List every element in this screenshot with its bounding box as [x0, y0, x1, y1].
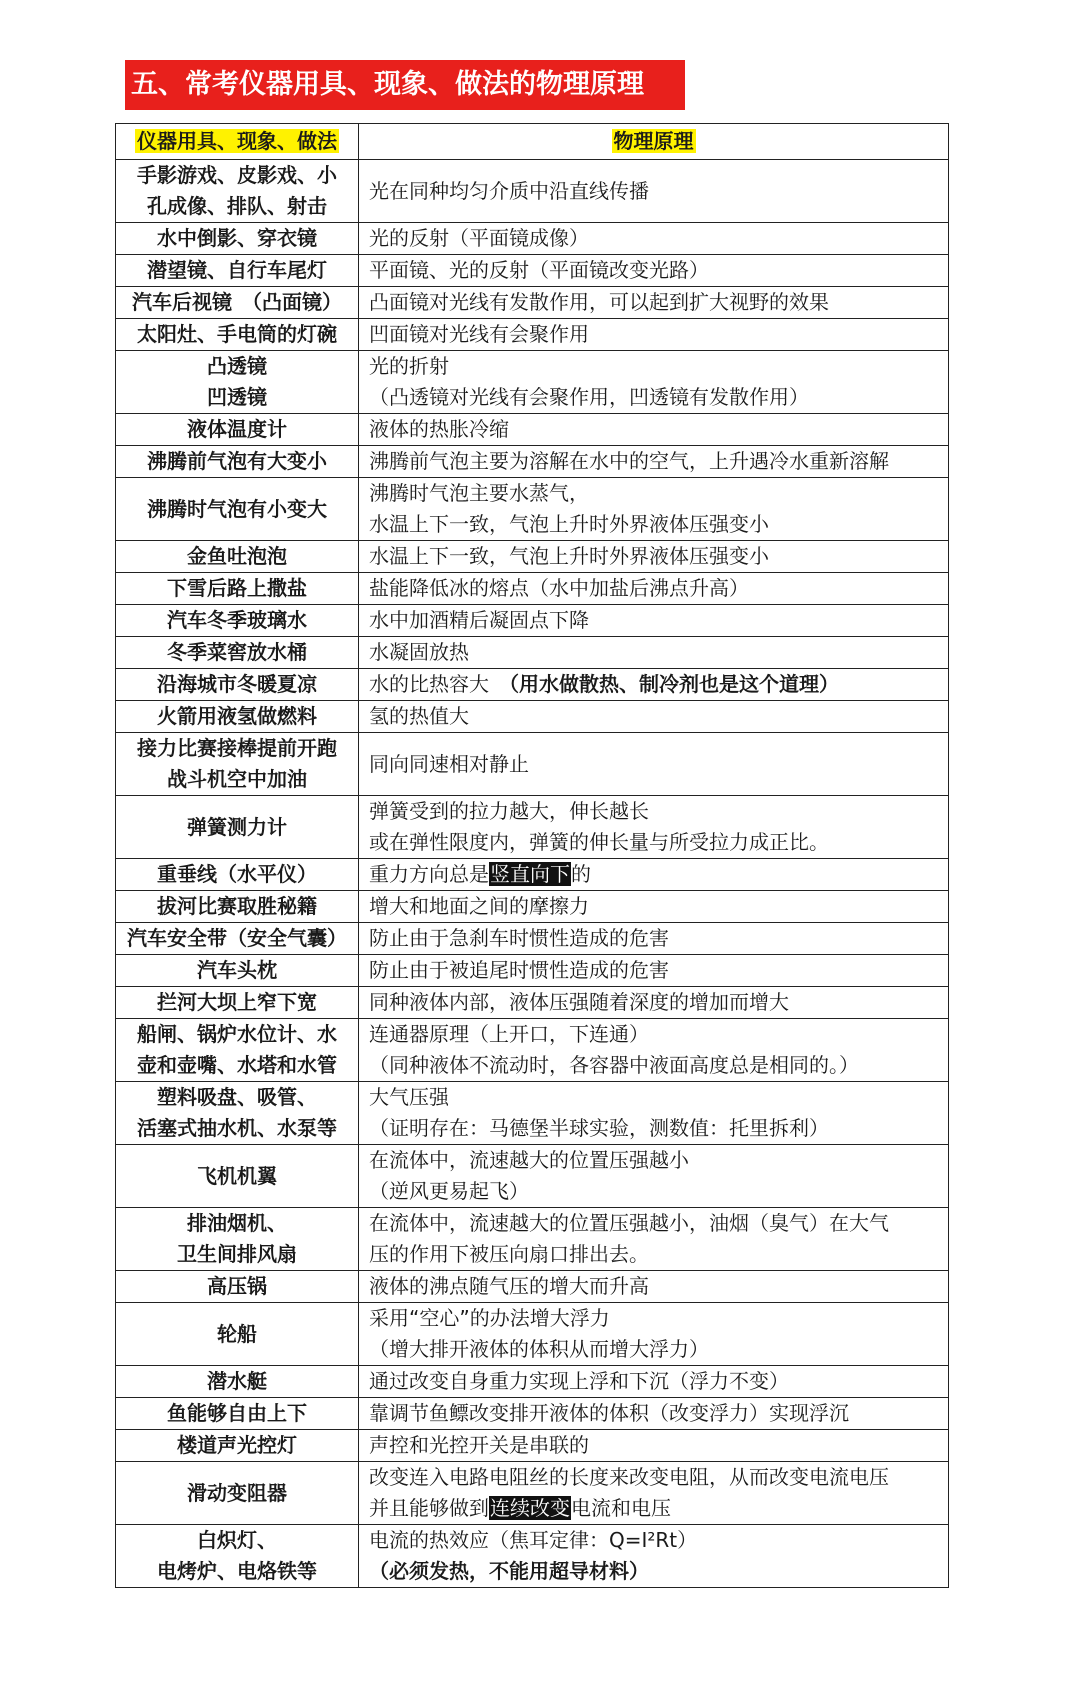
row-principle: [359, 669, 949, 701]
row-principle-line: 同种液体内部，液体压强随着深度的增加而增大: [369, 990, 789, 1014]
row-item: [116, 923, 359, 955]
table-row: [116, 160, 949, 223]
row-item: [116, 255, 359, 287]
table-row: [116, 319, 949, 351]
row-item: [116, 1208, 359, 1271]
row-item-line: 沸腾前气泡有大变小: [147, 449, 327, 473]
row-principle: [359, 223, 949, 255]
row-principle-line: 弹簧受到的拉力越大，伸长越长: [369, 799, 649, 823]
row-principle: [359, 1398, 949, 1430]
row-principle-line: 光在同种均匀介质中沿直线传播: [369, 178, 649, 203]
row-principle-line: 液体的热胀冷缩: [369, 417, 509, 441]
row-principle-line: 水温上下一致，气泡上升时外界液体压强变小: [369, 544, 769, 568]
principle-text: 电流的热效应（焦耳定律：Q=I²Rt）: [369, 1528, 698, 1552]
row-principle-line: 光的反射（平面镜成像）: [369, 226, 589, 250]
row-principle: [359, 859, 949, 891]
table-row: [116, 351, 949, 414]
row-item-line: 拦河大坝上窄下宽: [157, 990, 317, 1014]
table-row: [116, 223, 949, 255]
row-item-line: 活塞式抽水机、水泵等: [137, 1116, 337, 1140]
row-principle: [359, 1271, 949, 1303]
row-item-line: 塑料吸盘、吸管、: [157, 1085, 317, 1109]
row-principle-line: 靠调节鱼鳔改变排开液体的体积（改变浮力）实现浮沉: [369, 1401, 849, 1425]
row-principle: [359, 287, 949, 319]
table-row: [116, 1430, 949, 1462]
row-item-line: 潜水艇: [207, 1369, 267, 1393]
row-principle-line: [369, 1556, 938, 1587]
row-principle-line: 在流体中，流速越大的位置压强越小: [369, 1148, 689, 1172]
row-principle: [359, 987, 949, 1019]
row-principle-line: 液体的沸点随气压的增大而升高: [369, 1274, 649, 1298]
row-item-line: 排油烟机、: [187, 1211, 287, 1235]
row-principle-line: 同向同速相对静止: [369, 751, 529, 776]
table-row: [116, 605, 949, 637]
row-principle: [359, 701, 949, 733]
row-item-line: 弹簧测力计: [187, 814, 287, 839]
row-item-line: 下雪后路上撒盐: [167, 576, 307, 600]
physics-principles-table: [115, 123, 949, 1588]
row-principle: [359, 351, 949, 414]
highlighted-text: 连续改变: [490, 1496, 570, 1520]
table-row: [116, 859, 949, 891]
row-item-line: 太阳灶、手电筒的灯碗: [137, 322, 337, 346]
row-item: [116, 223, 359, 255]
row-principle: [359, 1082, 949, 1145]
table-row: [116, 796, 949, 859]
row-principle-line: （同种液体不流动时，各容器中液面高度总是相同的。）: [369, 1053, 859, 1077]
table-row: [116, 1462, 949, 1525]
table-row: [116, 733, 949, 796]
highlighted-text: 竖直向下: [490, 862, 570, 886]
row-item-line: 汽车冬季玻璃水: [167, 608, 307, 632]
row-item: [116, 1271, 359, 1303]
row-principle-line: [369, 1525, 938, 1556]
principle-text: 重力方向总是: [369, 862, 489, 886]
row-item-line: 汽车头枕: [197, 958, 277, 982]
table-row: [116, 955, 949, 987]
row-item: [116, 1145, 359, 1208]
row-item: [116, 669, 359, 701]
row-principle-line: 水温上下一致，气泡上升时外界液体压强变小: [369, 512, 769, 536]
row-item-line: 轮船: [217, 1321, 257, 1346]
row-item-line: 卫生间排风扇: [177, 1242, 297, 1266]
row-item: [116, 1398, 359, 1430]
row-principle: [359, 1303, 949, 1366]
row-item: [116, 160, 359, 223]
row-item-line: 水中倒影、穿衣镜: [157, 226, 317, 250]
row-item-line: 楼道声光控灯: [177, 1433, 297, 1457]
row-item: [116, 859, 359, 891]
row-principle: [359, 923, 949, 955]
page-title: 五、常考仪器用具、现象、做法的物理原理: [125, 60, 685, 110]
table-row: [116, 1366, 949, 1398]
row-item-line: 金鱼吐泡泡: [187, 544, 287, 568]
table-row: [116, 414, 949, 446]
table-row: [116, 1019, 949, 1082]
row-item: [116, 955, 359, 987]
row-principle-line: 采用“空心”的办法增大浮力: [369, 1306, 610, 1330]
table-row: [116, 541, 949, 573]
table-row: [116, 478, 949, 541]
principle-text: 并且能够做到: [369, 1496, 489, 1520]
row-item-line: 凸透镜: [207, 354, 267, 378]
row-principle-line: （证明存在：马德堡半球实验，测数值：托里拆利）: [369, 1116, 829, 1140]
row-item-line: 飞机机翼: [197, 1163, 277, 1188]
table-row: [116, 255, 949, 287]
row-principle-line: 防止由于急刹车时惯性造成的危害: [369, 926, 669, 950]
row-item-line: 冬季菜窖放水桶: [167, 640, 307, 664]
row-principle-line: 增大和地面之间的摩擦力: [369, 894, 589, 918]
row-principle-line: 沸腾时气泡主要水蒸气，: [369, 481, 589, 505]
row-item-line: 沿海城市冬暖夏凉: [157, 672, 317, 696]
row-item: [116, 987, 359, 1019]
row-principle-line: 通过改变自身重力实现上浮和下沉（浮力不变）: [369, 1369, 789, 1393]
row-principle: [359, 160, 949, 223]
row-principle-line: 沸腾前气泡主要为溶解在水中的空气，上升遇冷水重新溶解: [369, 449, 889, 473]
row-principle-line: [369, 1493, 938, 1524]
row-item: [116, 1430, 359, 1462]
row-item: [116, 573, 359, 605]
row-principle-line: [369, 1462, 938, 1493]
row-principle: [359, 255, 949, 287]
table-row: [116, 923, 949, 955]
table-row: [116, 637, 949, 669]
row-principle-line: 氢的热值大: [369, 704, 469, 728]
row-item: [116, 1462, 359, 1525]
table-row: [116, 1525, 949, 1588]
table-row: [116, 446, 949, 478]
table-row: [116, 573, 949, 605]
row-principle: [359, 1366, 949, 1398]
row-item: [116, 1082, 359, 1145]
row-principle: [359, 637, 949, 669]
table-row: [116, 287, 949, 319]
row-principle-line: 平面镜、光的反射（平面镜改变光路）: [369, 258, 709, 282]
row-principle-line: 连通器原理（上开口，下连通）: [369, 1022, 649, 1046]
row-principle: [359, 319, 949, 351]
row-item-line: 沸腾时气泡有小变大: [147, 496, 327, 521]
row-principle-line: 盐能降低冰的熔点（水中加盐后沸点升高）: [369, 576, 749, 600]
table-row: [116, 1271, 949, 1303]
row-item-line: 拔河比赛取胜秘籍: [157, 894, 317, 918]
row-item: [116, 351, 359, 414]
table-row: [116, 987, 949, 1019]
row-principle: [359, 955, 949, 987]
table-row: [116, 891, 949, 923]
row-principle-line: 在流体中，流速越大的位置压强越小，油烟（臭气）在大气: [369, 1211, 889, 1235]
row-principle-line: 大气压强: [369, 1085, 449, 1109]
bold-note: （用水做散热、制冷剂也是这个道理）: [509, 672, 839, 696]
row-item-line: 白炽灯、: [197, 1528, 277, 1552]
row-item-line: 液体温度计: [187, 417, 287, 441]
row-principle-line: 凸面镜对光线有发散作用，可以起到扩大视野的效果: [369, 290, 829, 314]
row-item-line: 鱼能够自由上下: [167, 1401, 307, 1425]
row-item-line: 凹透镜: [207, 385, 267, 409]
table-row: [116, 1303, 949, 1366]
row-item: [116, 1366, 359, 1398]
row-principle: [359, 1430, 949, 1462]
row-item: [116, 446, 359, 478]
table-row: [116, 1145, 949, 1208]
table-header-row: [116, 124, 949, 160]
row-item: [116, 796, 359, 859]
row-principle: [359, 891, 949, 923]
row-principle: [359, 605, 949, 637]
row-principle-line: 光的折射: [369, 354, 449, 378]
row-principle: [359, 733, 949, 796]
row-principle-line: 声控和光控开关是串联的: [369, 1433, 589, 1457]
row-principle-line: 凹面镜对光线有会聚作用: [369, 322, 589, 346]
row-principle: [359, 573, 949, 605]
row-principle: [359, 1208, 949, 1271]
row-item-line: 重垂线（水平仪）: [157, 862, 317, 886]
row-item-line: 高压锅: [207, 1274, 267, 1298]
column-header-principle: 物理原理: [359, 124, 949, 160]
principle-text: 电流和电压: [571, 1496, 671, 1520]
row-item: [116, 637, 359, 669]
row-item-line: 汽车后视镜 （凸面镜）: [132, 290, 342, 314]
principle-text: 改变连入电路电阻丝的长度来改变电阻，从而改变电流电压: [369, 1465, 889, 1489]
column-header-item: 仪器用具、现象、做法: [116, 124, 359, 160]
row-item: [116, 605, 359, 637]
row-item: [116, 1019, 359, 1082]
row-item-line: 电烤炉、电烙铁等: [157, 1559, 317, 1583]
row-item: [116, 319, 359, 351]
row-item: [116, 478, 359, 541]
row-item-line: 滑动变阻器: [187, 1480, 287, 1505]
table-row: [116, 1082, 949, 1145]
row-item: [116, 891, 359, 923]
row-principle: [359, 478, 949, 541]
row-item-line: 接力比赛接棒提前开跑: [137, 736, 337, 760]
row-principle-line: 水中加酒精后凝固点下降: [369, 608, 589, 632]
row-principle: [359, 1019, 949, 1082]
table-row: [116, 1208, 949, 1271]
row-item-line: 孔成像、排队、射击: [147, 194, 327, 218]
row-item: [116, 541, 359, 573]
row-principle-line: 水凝固放热: [369, 640, 469, 664]
row-item-line: 手影游戏、皮影戏、小: [137, 163, 337, 187]
row-principle-line: 压的作用下被压向扇口排出去。: [369, 1242, 649, 1266]
row-principle: [359, 541, 949, 573]
row-item: [116, 1303, 359, 1366]
table-row: [116, 669, 949, 701]
row-principle: [359, 446, 949, 478]
row-principle-line: （增大排开液体的体积从而增大浮力）: [369, 1337, 709, 1361]
row-item-line: 火箭用液氢做燃料: [157, 704, 317, 728]
table-row: [116, 1398, 949, 1430]
row-item: [116, 701, 359, 733]
row-principle-line: （逆风更易起飞）: [369, 1179, 529, 1203]
row-item: [116, 733, 359, 796]
principle-text: 水的比热容大: [369, 672, 509, 696]
row-principle-line: 防止由于被追尾时惯性造成的危害: [369, 958, 669, 982]
row-principle: [359, 1145, 949, 1208]
row-item: [116, 287, 359, 319]
row-item-line: 船闸、锅炉水位计、水: [137, 1022, 337, 1046]
principle-text: 的: [571, 862, 591, 886]
row-item: [116, 1525, 359, 1588]
bold-note: （必须发热，不能用超导材料）: [369, 1559, 649, 1583]
row-item-line: 壶和壶嘴、水塔和水管: [137, 1053, 337, 1077]
row-item-line: 潜望镜、自行车尾灯: [147, 258, 327, 282]
row-item-line: 战斗机空中加油: [167, 767, 307, 791]
row-principle: [359, 414, 949, 446]
row-principle-line: 或在弹性限度内，弹簧的伸长量与所受拉力成正比。: [369, 830, 829, 854]
table-row: [116, 701, 949, 733]
row-principle: [359, 1462, 949, 1525]
row-item: [116, 414, 359, 446]
row-principle-line: （凸透镜对光线有会聚作用，凹透镜有发散作用）: [369, 385, 809, 409]
row-item-line: 汽车安全带（安全气囊）: [127, 926, 347, 950]
table-body: [116, 160, 949, 1588]
row-principle: [359, 796, 949, 859]
row-principle: [359, 1525, 949, 1588]
